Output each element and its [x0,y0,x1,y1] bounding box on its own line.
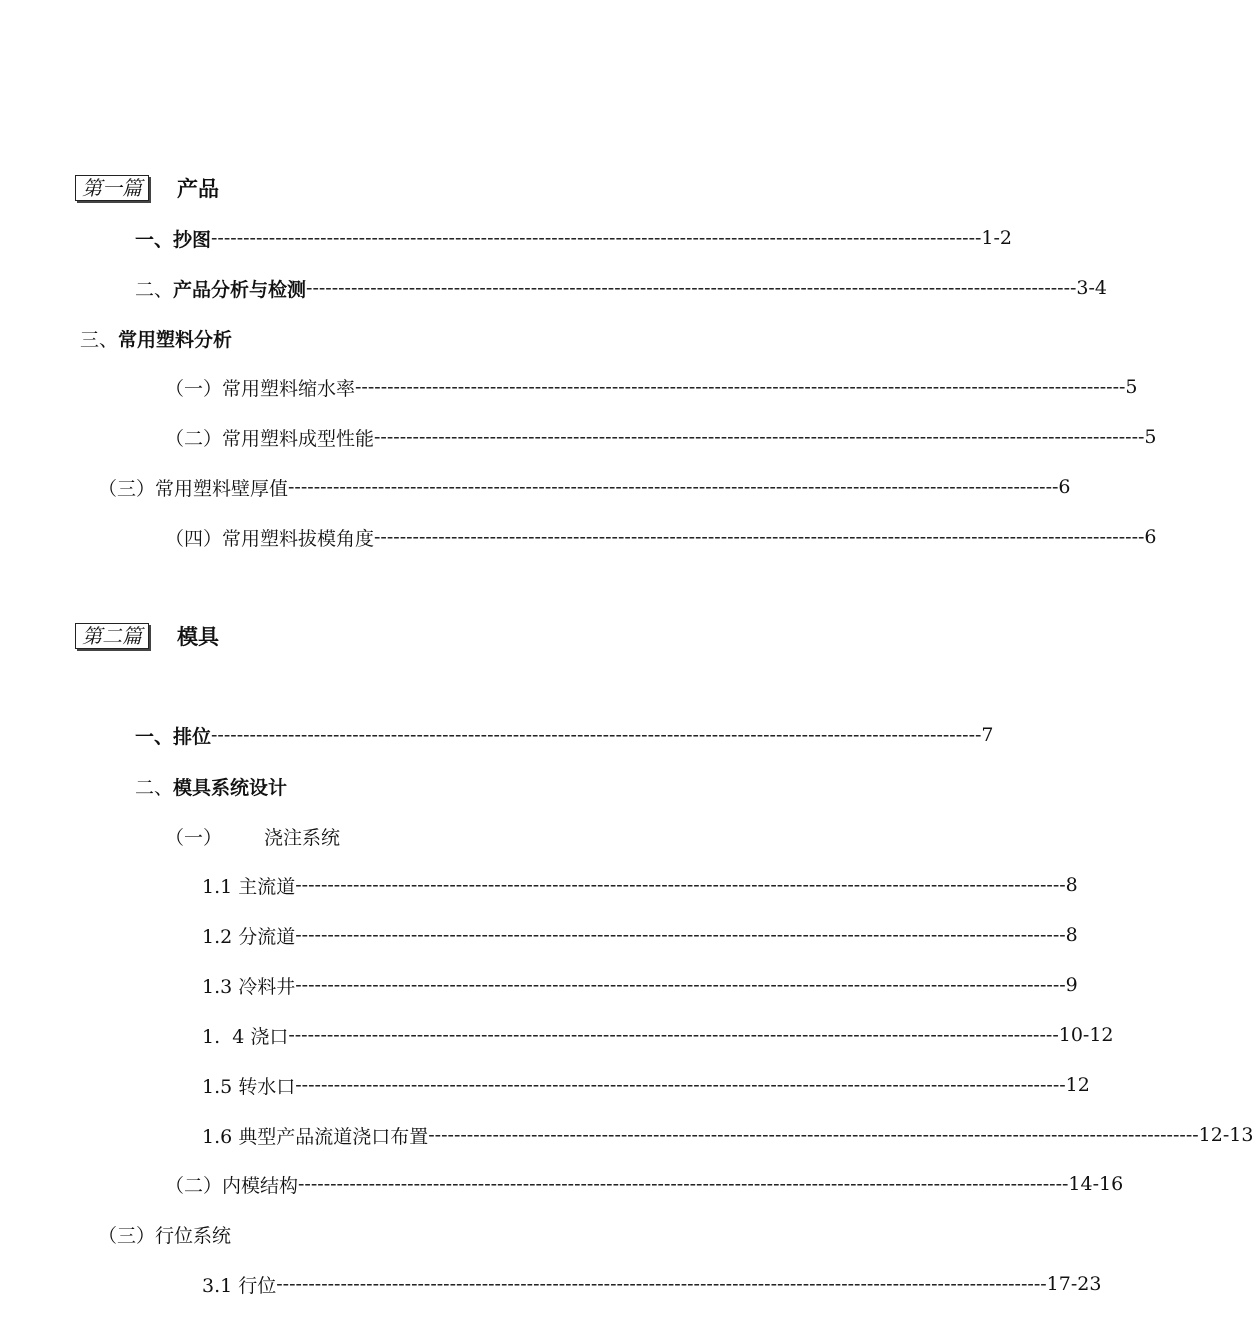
toc-entry-prefix: 二、 [135,777,174,799]
dot-leader: ------------------------------------------------------------------------------------------------------------------------ [295,874,1066,896]
toc-entry-sublabel: 浇注系统 [264,827,341,849]
dot-leader: ------------------------------------------------------------------------------------------------------------------------ [288,1024,1059,1046]
toc-entry-label: 1.5 转水口 [202,1075,296,1098]
toc-entry-prefix: 二、 [135,278,174,301]
toc-entry[interactable] [202,1271,1102,1297]
toc-entry-label: （一）常用塑料缩水率 [165,377,356,400]
dot-leader: ------------------------------------------------------------------------------------------------------------------------ [298,1173,1069,1195]
dot-leader: ------------------------------------------------------------------------------------------------------------------------ [306,277,1077,299]
toc-entry[interactable] [165,374,1138,400]
toc-entry[interactable] [202,1122,1253,1148]
toc-section-heading[interactable] [135,773,287,800]
toc-entry-label: （三）常用塑料壁厚值 [98,477,289,500]
toc-entry[interactable] [135,225,1013,251]
dot-leader: ------------------------------------------------------------------------------------------------------------------------ [295,1074,1066,1096]
toc-entry-label: 1.3 冷料井 [202,975,296,998]
toc-entry[interactable] [202,1022,1114,1048]
toc-entry-label: 1.2 分流道 [202,925,296,948]
part-one-title: 产品 [177,176,219,201]
dot-leader: ------------------------------------------------------------------------------------------------------------------------ [355,376,1126,398]
toc-entry-page: 3-4 [1076,277,1108,299]
toc-entry[interactable] [165,1171,1124,1197]
toc-entry[interactable] [202,872,1078,898]
part-one-header [75,174,219,202]
toc-entry-page: 12 [1065,1074,1090,1096]
toc-entry[interactable] [202,972,1078,998]
toc-entry-page: 6 [1058,476,1071,498]
toc-section-heading[interactable] [80,325,232,352]
toc-entry[interactable] [165,424,1157,450]
toc-entry-label: 产品分析与检测 [173,278,307,301]
toc-entry-page: 14-16 [1068,1173,1124,1195]
toc-entry-page: 5 [1144,426,1157,448]
toc-entry-page: 8 [1065,924,1078,946]
dot-leader: ------------------------------------------------------------------------------------------------------------------------ [374,526,1145,548]
toc-entry-page: 7 [981,724,994,746]
toc-entry-label: （四）常用塑料拔模角度 [165,527,375,550]
toc-entry-page: 6 [1144,526,1157,548]
dot-leader: ------------------------------------------------------------------------------------------------------------------------ [374,426,1145,448]
toc-entry-page: 12-13 [1198,1124,1253,1146]
dot-leader: ------------------------------------------------------------------------------------------------------------------------ [295,924,1066,946]
dot-leader: ------------------------------------------------------------------------------------------------------------------------ [211,227,982,249]
toc-entry-page: 17-23 [1046,1273,1102,1295]
toc-entry-label: 1. 4 浇口 [202,1025,289,1048]
part-two-header [75,622,219,650]
toc-entry-page: 1-2 [981,227,1013,249]
toc-entry-page: 10-12 [1058,1024,1114,1046]
toc-entry[interactable] [135,722,994,748]
toc-entry-label: 一、抄图 [135,228,212,251]
toc-entry-page: 9 [1065,974,1078,996]
toc-entry-label: （二）内模结构 [165,1174,299,1197]
dot-leader: ------------------------------------------------------------------------------------------------------------------------ [276,1273,1047,1295]
part-two-title: 模具 [177,624,219,649]
toc-entry[interactable] [202,922,1078,948]
toc-entry-label: 常用塑料分析 [118,329,233,351]
toc-entry-page: 5 [1125,376,1138,398]
dot-leader: ------------------------------------------------------------------------------------------------------------------------ [288,476,1059,498]
part-two-label: 第二篇 [75,623,149,649]
toc-entry-prefix: 三、 [80,329,119,351]
toc-entry-label: 3.1 行位 [202,1274,277,1297]
toc-entry-label: （三）行位系统 [98,1225,232,1247]
toc-entry-page: 8 [1065,874,1078,896]
dot-leader: ------------------------------------------------------------------------------------------------------------------------ [295,974,1066,996]
dot-leader: ------------------------------------------------------------------------------------------------------------------------ [211,724,982,746]
toc-entry[interactable] [98,474,1071,500]
toc-entry-label: 模具系统设计 [173,777,288,799]
toc-entry[interactable] [202,1072,1090,1098]
toc-subsection-heading[interactable] [98,1221,231,1248]
dot-leader: ------------------------------------------------------------------------------------------------------------------------ [428,1124,1199,1146]
toc-entry[interactable] [165,524,1157,550]
toc-entry-label: 一、排位 [135,725,212,748]
toc-entry-label: 1.1 主流道 [202,875,296,898]
toc-entry-label: 1.6 典型产品流道浇口布置 [202,1125,429,1148]
part-one-label: 第一篇 [75,175,149,201]
toc-entry-label: （一） [165,827,223,849]
toc-entry-label: （二）常用塑料成型性能 [165,427,375,450]
toc-subsection-heading[interactable] [165,823,340,850]
toc-entry[interactable] [135,275,1108,301]
